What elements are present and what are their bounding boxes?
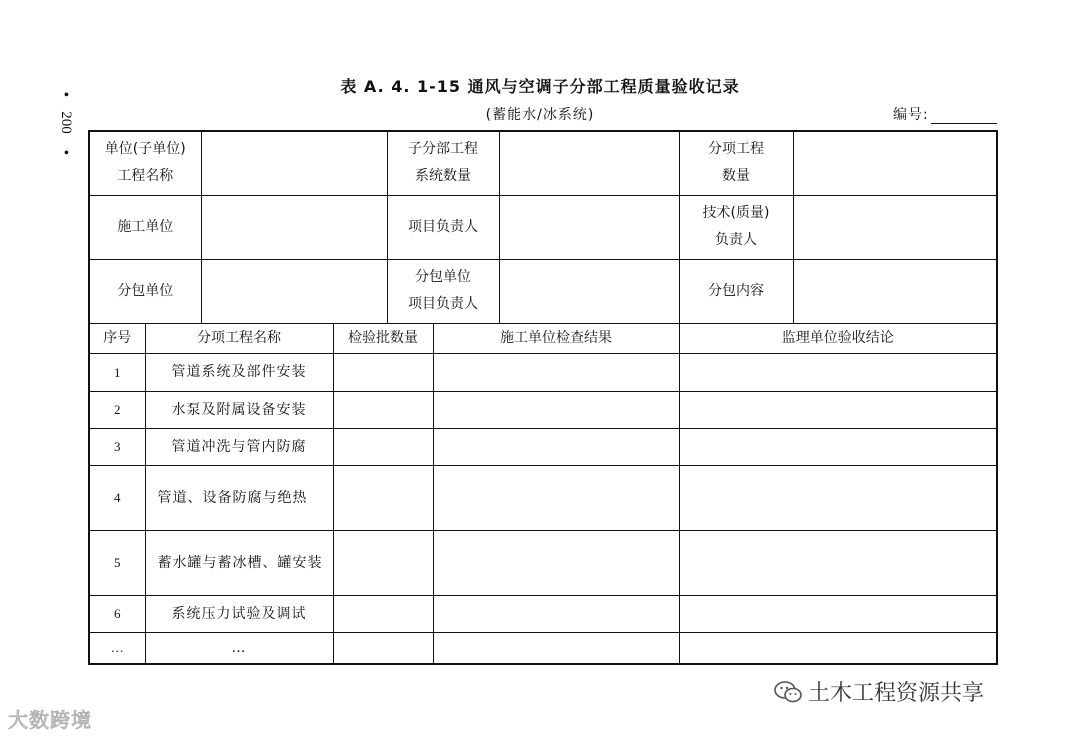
row-supervision-conclusion[interactable] [679, 353, 997, 391]
page-number [52, 88, 84, 168]
row-item-name: 管道系统及部件安装 [145, 353, 333, 391]
row-item-name: 系统压力试验及调试 [145, 595, 333, 632]
acceptance-record-table [88, 130, 998, 665]
row-batch-count[interactable] [333, 353, 433, 391]
serial-blank-line [931, 109, 997, 124]
row-batch-count[interactable] [333, 595, 433, 632]
subcontractor-manager-value[interactable] [499, 259, 679, 323]
watermark-left [8, 704, 92, 733]
column-header-item-name: 分项工程名称 [145, 323, 333, 353]
row-supervision-conclusion[interactable] [679, 428, 997, 465]
row-seq: 4 [89, 465, 145, 530]
document-subtitle: (蓄能水/冰系统) [485, 107, 595, 123]
row-construction-result[interactable] [433, 465, 679, 530]
row-batch-count[interactable] [333, 391, 433, 428]
tech-manager-label: 技术(质量) 负责人 [679, 195, 793, 259]
header-row [89, 195, 997, 259]
row-seq: 6 [89, 595, 145, 632]
watermark-left-text: 大数跨境 [8, 708, 92, 732]
row-item-name: 水泵及附属设备安装 [145, 391, 333, 428]
tech-manager-value[interactable] [793, 195, 997, 259]
row-seq: 1 [89, 353, 145, 391]
subcontractor-value[interactable] [201, 259, 387, 323]
table-row [89, 428, 997, 465]
construction-unit-value[interactable] [201, 195, 387, 259]
subcontractor-label: 分包单位 [89, 259, 201, 323]
row-construction-result[interactable] [433, 428, 679, 465]
watermark-right-text: 土木工程资源共享 [808, 681, 985, 706]
subcontract-content-label: 分包内容 [679, 259, 793, 323]
subcontractor-manager-label: 分包单位 项目负责人 [387, 259, 499, 323]
column-header-construction-result: 施工单位检查结果 [433, 323, 679, 353]
column-header-seq: 序号 [89, 323, 145, 353]
header-row [89, 131, 997, 195]
item-count-value[interactable] [793, 131, 997, 195]
row-seq: … [89, 632, 145, 664]
table-row [89, 595, 997, 632]
row-supervision-conclusion[interactable] [679, 595, 997, 632]
table-row [89, 465, 997, 530]
row-seq: 2 [89, 391, 145, 428]
bullet-dot: • [64, 146, 69, 161]
project-manager-value[interactable] [499, 195, 679, 259]
serial-label: 编号: [893, 107, 929, 123]
row-construction-result[interactable] [433, 391, 679, 428]
row-supervision-conclusion[interactable] [679, 632, 997, 664]
page-number-text: 200 [57, 111, 74, 134]
table-row [89, 353, 997, 391]
row-item-name: 管道、设备防腐与绝热 [145, 465, 333, 530]
row-batch-count[interactable] [333, 465, 433, 530]
row-construction-result[interactable] [433, 595, 679, 632]
subcontract-content-value[interactable] [793, 259, 997, 323]
row-construction-result[interactable] [433, 530, 679, 595]
construction-unit-label: 施工单位 [89, 195, 201, 259]
column-header-batch-count: 检验批数量 [333, 323, 433, 353]
wechat-icon [774, 680, 802, 704]
table-row [89, 391, 997, 428]
row-seq: 5 [89, 530, 145, 595]
row-supervision-conclusion[interactable] [679, 465, 997, 530]
header-row [89, 259, 997, 323]
table-row [89, 632, 997, 664]
table-row [89, 530, 997, 595]
row-batch-count[interactable] [333, 530, 433, 595]
unit-name-value[interactable] [201, 131, 387, 195]
row-supervision-conclusion[interactable] [679, 530, 997, 595]
row-batch-count[interactable] [333, 632, 433, 664]
document-title: 表 A. 4. 1-15 通风与空调子分部工程质量验收记录 [340, 77, 740, 96]
row-supervision-conclusion[interactable] [679, 391, 997, 428]
item-count-label: 分项工程 数量 [679, 131, 793, 195]
row-item-name: 蓄水罐与蓄冰槽、罐安装 [145, 530, 333, 595]
row-batch-count[interactable] [333, 428, 433, 465]
column-header-row [89, 323, 997, 353]
watermark-right [774, 676, 984, 707]
serial-number-field [893, 104, 997, 124]
row-seq: 3 [89, 428, 145, 465]
bullet-dot: • [64, 88, 69, 103]
column-header-supervision-conclusion: 监理单位验收结论 [679, 323, 997, 353]
row-item-name: … [145, 632, 333, 664]
row-construction-result[interactable] [433, 632, 679, 664]
project-manager-label: 项目负责人 [387, 195, 499, 259]
subsystem-count-label: 子分部工程 系统数量 [387, 131, 499, 195]
row-construction-result[interactable] [433, 353, 679, 391]
unit-name-label: 单位(子单位) 工程名称 [89, 131, 201, 195]
row-item-name: 管道冲洗与管内防腐 [145, 428, 333, 465]
subsystem-count-value[interactable] [499, 131, 679, 195]
